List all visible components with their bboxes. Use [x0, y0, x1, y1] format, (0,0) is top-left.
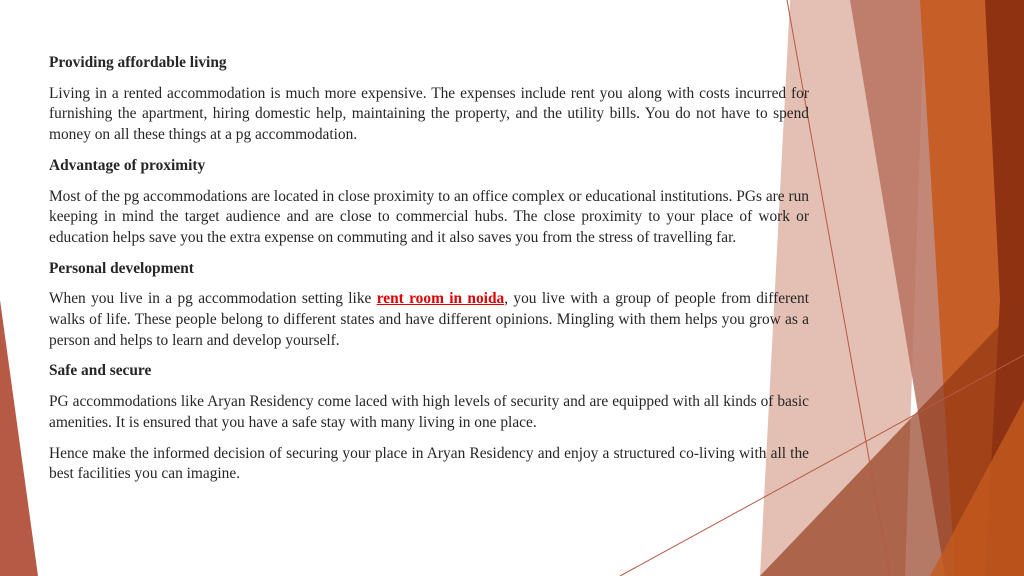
- heading-personal-development: Personal development: [49, 259, 194, 277]
- heading-proximity: Advantage of proximity: [49, 156, 206, 174]
- rent-room-link[interactable]: rent room in noida: [376, 290, 505, 308]
- development-text-before-link: When you live in a pg accommodation setting like: [49, 290, 377, 308]
- paragraph-proximity: Most of the pg accommodations are located in close proximity to an office complex or educational institutions. PGs are run keeping in mind the target audience and are close to commercial hubs. The close proximity to your place of work or education helps save you the extra expense on commuting and it also saves you from the stress of travelling far.: [49, 187, 809, 246]
- paragraph-affordable-living: Living in a rented accommodation is much more expensive. The expenses include rent you along with costs incurred for furnishing the apartment, hiring domestic help, maintaining the property, and the utility bills. You do not have to spend money on all these things at a pg accommodation.: [49, 84, 809, 144]
- paragraph-personal-development: [49, 289, 809, 351]
- heading-safe-secure: Safe and secure: [49, 362, 152, 380]
- article-content: [49, 53, 809, 495]
- paragraph-conclusion: Hence make the informed decision of securing your place in Aryan Residency and enjoy a structured co-living with all the best facilities you can imagine.: [49, 444, 809, 483]
- paragraph-safe-secure: PG accommodations like Aryan Residency come laced with high levels of security and are equipped with all kinds of basic amenities. It is ensured that you have a safe stay with many living in one place.: [49, 393, 809, 431]
- left-edge-shape: [0, 300, 38, 576]
- development-text-after-link: , you live with a group of people from different walks of life. These people belong to different states and have different opinions. Mingling with them helps you grow as a person and helps to learn and develop yourself.: [49, 290, 809, 349]
- heading-affordable-living: Providing affordable living: [49, 54, 227, 71]
